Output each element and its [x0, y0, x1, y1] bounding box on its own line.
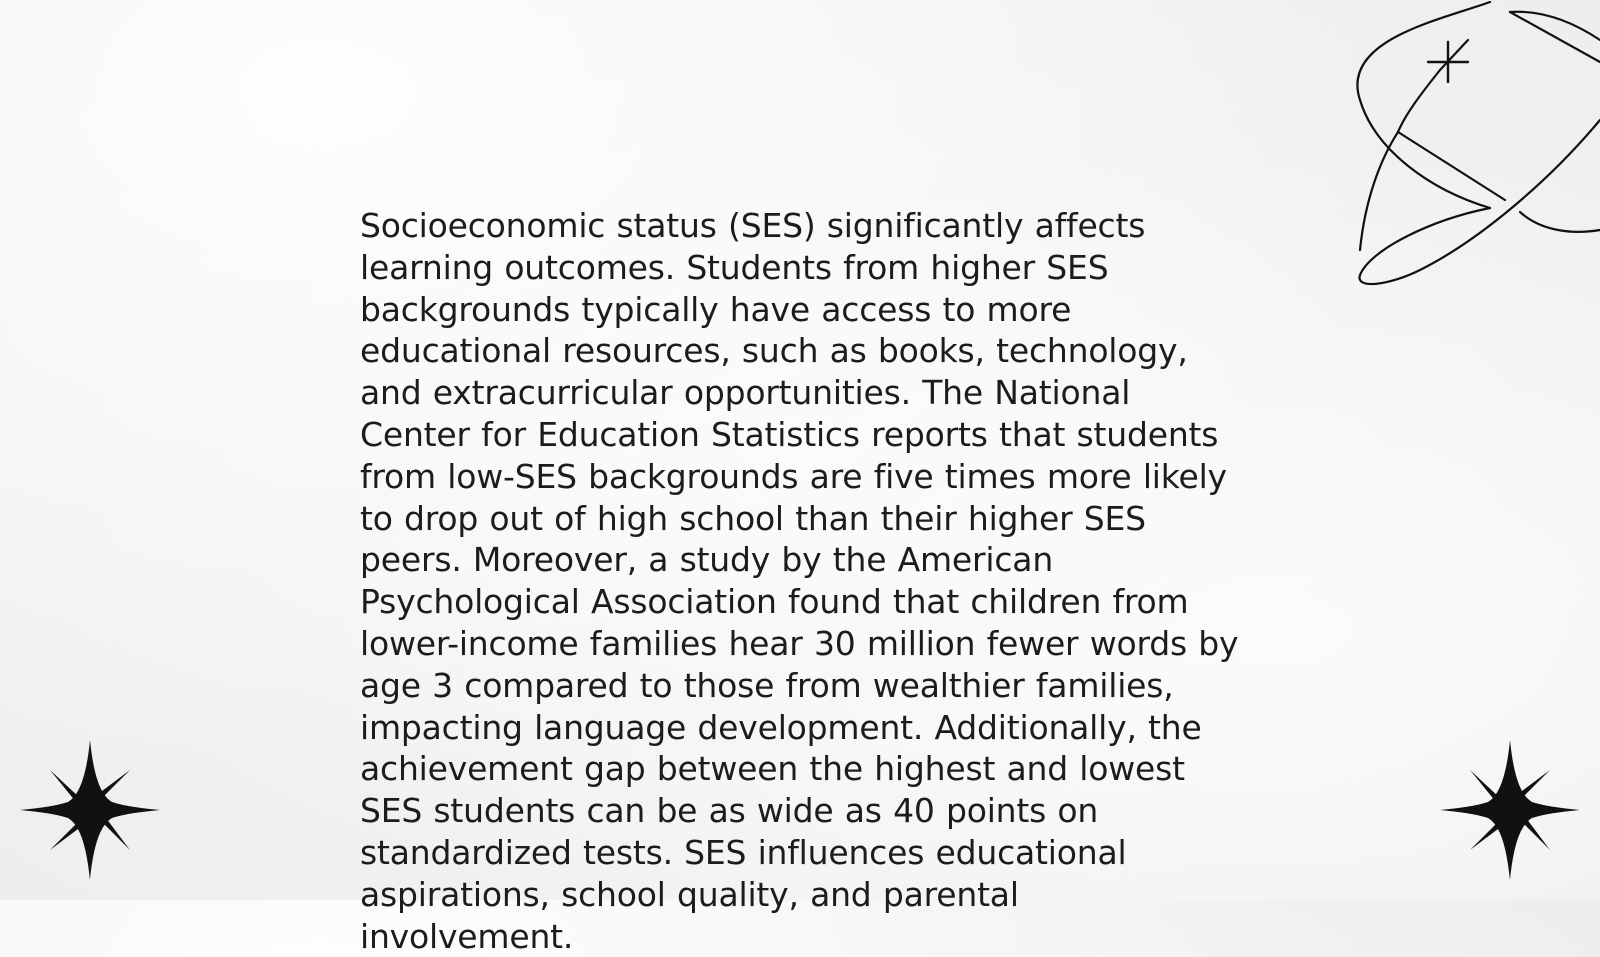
four-point-star-icon [1440, 740, 1580, 880]
four-point-star-icon [20, 740, 160, 880]
body-paragraph: Socioeconomic status (SES) significantly affects learning outcomes. Students from higher SES backgrounds typically have access to more educational resources, such as books, technology, and extracurricular opportunities. The National Center for Education Statistics reports that students from low-SES backgrounds are five times more likely to drop out of high school than their higher SES peers. Moreover, a study by the American Psychological Association found that children from lower-income families hear 30 million fewer words by age 3 compared to those from wealthier families, impacting language development. Additionally, the achievement gap between the highest and lowest SES students can be as wide as 40 points on standardized tests. SES influences educational aspirations, school quality, and parental involvement. [360, 206, 1239, 956]
orbit-lines-icon [1320, 0, 1600, 300]
